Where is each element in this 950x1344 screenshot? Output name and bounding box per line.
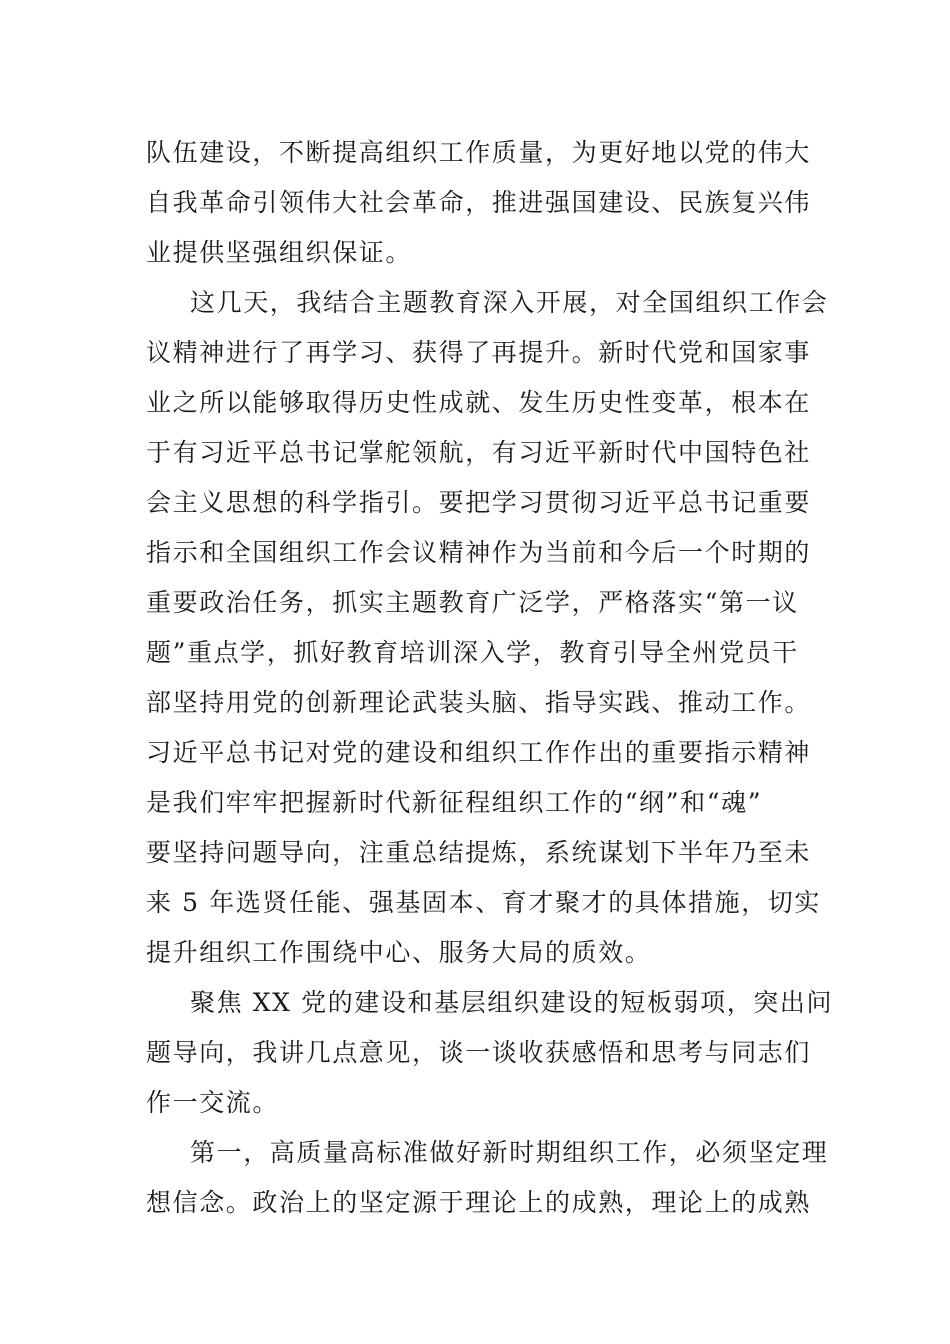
- text-line: 业提供坚强组织保证。: [146, 238, 413, 267]
- text-line: 第一，高质量高标准做好新时期组织工作，必须坚定理: [190, 1138, 829, 1167]
- paragraph-3: [146, 978, 834, 1128]
- text-line: 题”重点学，抓好教育培训深入学，教育引导全州党员干: [146, 638, 799, 667]
- text-line: 业之所以能够取得历史性成就、发生历史性变革，根本在: [146, 388, 812, 417]
- text-line: 题导向，我讲几点意见，谈一谈收获感悟和思考与同志们: [146, 1038, 812, 1067]
- paragraph-4: [146, 1128, 829, 1228]
- text-line: 习近平总书记对党的建设和组织工作作出的重要指示精神: [146, 738, 812, 767]
- text-line: 提升组织工作围绕中心、服务大局的质效。: [146, 938, 652, 967]
- text-line: 来 5 年选贤任能、强基固本、育才聚才的具体措施，切实: [146, 888, 822, 917]
- text-line: 重要政治任务，抓实主题教育广泛学，严格落实“第一议: [146, 588, 799, 617]
- text-line: 队伍建设，不断提高组织工作质量，为更好地以党的伟大: [146, 138, 812, 167]
- text-line: 议精神进行了再学习、获得了再提升。新时代党和国家事: [146, 338, 812, 367]
- text-line: 会主义思想的科学指引。要把学习贯彻习近平总书记重要: [146, 488, 812, 517]
- text-line: 于有习近平总书记掌舵领航，有习近平新时代中国特色社: [146, 438, 812, 467]
- paragraph-1: [146, 128, 812, 278]
- paragraph-2: [146, 278, 829, 978]
- text-line: 想信念。政治上的坚定源于理论上的成熟，理论上的成熟: [146, 1188, 812, 1217]
- text-line: 部坚持用党的创新理论武装头脑、指导实践、推动工作。: [146, 688, 812, 717]
- text-line: 指示和全国组织工作会议精神作为当前和今后一个时期的: [146, 538, 812, 567]
- text-line: 是我们牢牢把握新时代新征程组织工作的“纲”和“魂”: [146, 788, 763, 817]
- text-line: 这几天，我结合主题教育深入开展，对全国组织工作会: [190, 288, 829, 317]
- text-line: 自我革命引领伟大社会革命，推进强国建设、民族复兴伟: [146, 188, 812, 217]
- text-line: 要坚持问题导向，注重总结提炼，系统谋划下半年乃至未: [146, 838, 812, 867]
- text-line: 作一交流。: [146, 1088, 280, 1117]
- text-line: 聚焦 XX 党的建设和基层组织建设的短板弱项，突出问: [190, 988, 834, 1017]
- body-text: [146, 128, 834, 1228]
